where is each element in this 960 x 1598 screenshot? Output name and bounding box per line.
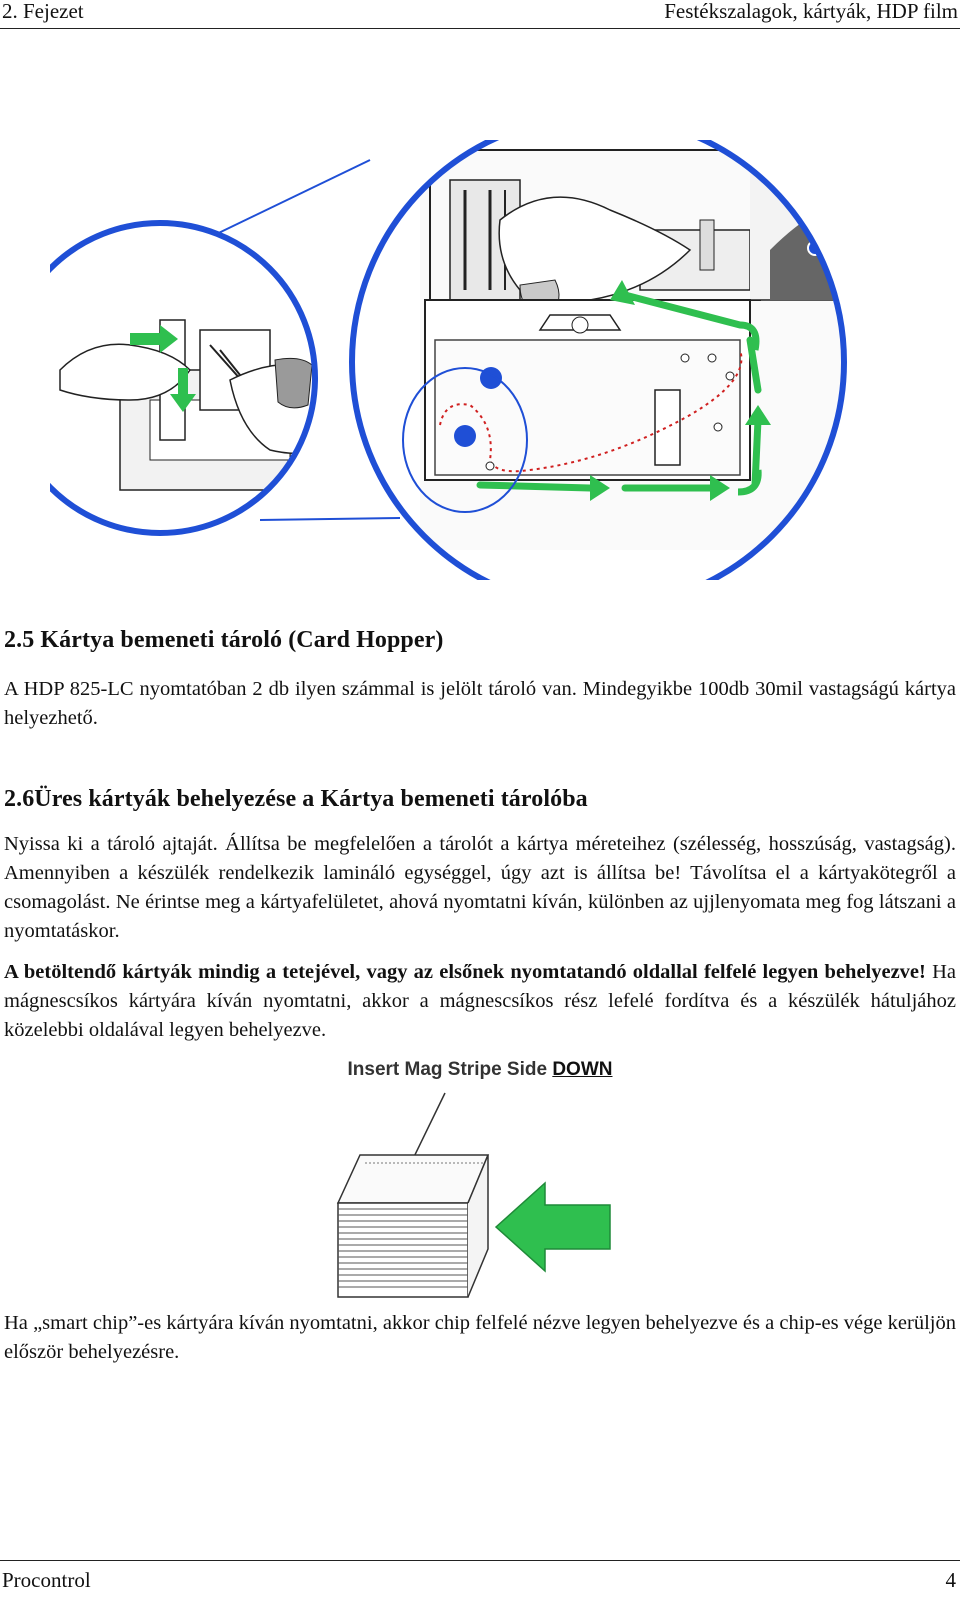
- printer-ribbon-illustration: [50, 140, 860, 580]
- mag-stripe-instruction: Ha mágnescsíkos kártyára kíván nyomtatni, akkor a mágnescsíkos rész lefelé fordítva és a készülék hátuljához közelebbi oldalával legyen behelyezve.: [4, 961, 957, 1041]
- footer-brand: Procontrol: [2, 1568, 91, 1592]
- section-2-6-paragraph-3: Ha „smart chip”-es kártyára kíván nyomtatni, akkor chip felfelé nézve legyen behelyezve és a chip-es vége kerüljön először behelyezésre.: [4, 1312, 956, 1363]
- card-stack-drawing: [320, 1075, 640, 1315]
- mag-stripe-figure-label: Insert Mag Stripe Side DOWN: [347, 1059, 613, 1080]
- section-2-5-body: A HDP 825-LC nyomtatóban 2 db ilyen számmal is jelölt tároló van. Mindegyikbe 100db 30mil vastagságú kártya helyezhető.: [4, 678, 956, 729]
- card-stack-figure: [320, 1059, 640, 1315]
- ribbon-loading-inset: [50, 220, 343, 550]
- insert-direction-arrow: [496, 1183, 610, 1271]
- section-2-6-paragraph-2: [4, 958, 956, 1045]
- section-2-6-heading: 2.6Üres kártyák behelyezése a Kártya bemeneti tárolóba: [4, 786, 588, 812]
- loading-orientation-warning: A betöltendő kártyák mindig a tetejével, vagy az elsőnek nyomtatandó oldallal felfelé legyen behelyezve!: [4, 961, 926, 983]
- page-number: 4: [945, 1568, 956, 1592]
- page-footer: [0, 1560, 960, 1598]
- page-header: [0, 0, 960, 29]
- chapter-label: 2. Fejezet: [2, 0, 84, 23]
- section-label: Festékszalagok, kártyák, HDP film: [664, 0, 958, 23]
- section-2-6-paragraph-1: Nyissa ki a tároló ajtaját. Állítsa be megfelelően a tárolót a kártya méreteihez (szélesség, hosszúság, vastagság). Amennyiben a készülék rendelkezik lamináló egységgel, úgy azt is állítsa be! Távolítsa el a kártyakötegről a csomagolást. Ne érintse meg a kártyafelületet, ahová nyomtatni kíván, különben az ujjlenyomata meg fog látszani a nyomtatáskor.: [4, 833, 956, 942]
- section-2-5-heading: 2.5 Kártya bemeneti tároló (Card Hopper): [4, 627, 444, 653]
- printer-internals: [352, 140, 860, 580]
